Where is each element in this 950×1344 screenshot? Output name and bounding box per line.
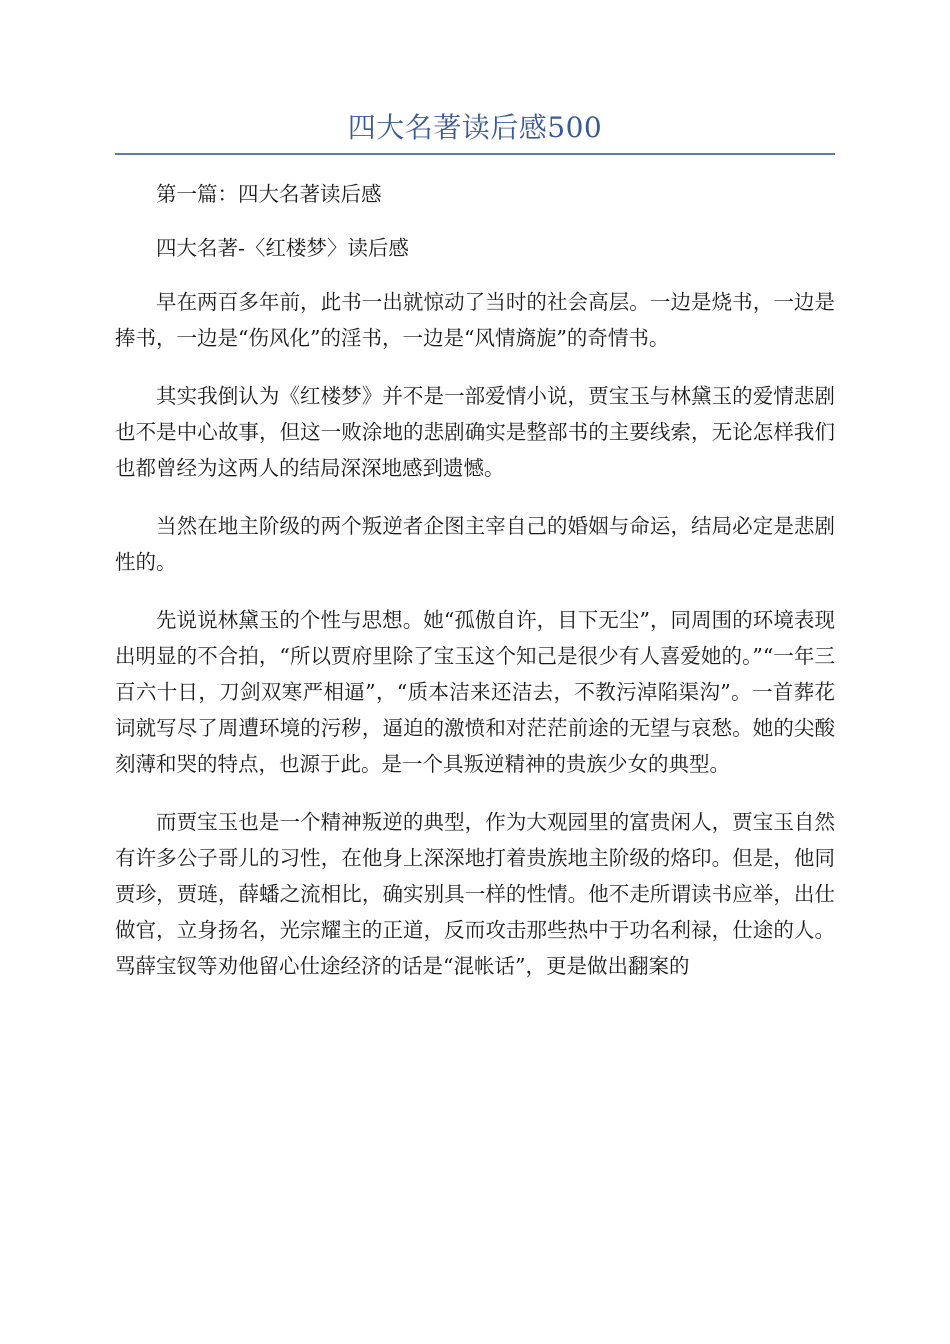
document-title: 四大名著读后感500: [347, 111, 603, 144]
title-underline-divider: [115, 153, 835, 155]
section-heading: 第一篇：四大名著读后感: [156, 182, 382, 206]
body-paragraph: 而贾宝玉也是一个精神叛逆的典型，作为大观园里的富贵闲人，贾宝玉自然有许多公子哥儿的习性，在他身上深深地打着贵族地主阶级的烙印。但是，他同贾珍，贾琏，薛蟠之流相比，确实别具一样的性情。他不走所谓读书应举，出仕做官，立身扬名，光宗耀主的正道，反而攻击那些热中于功名利禄，仕途的人。骂薛宝钗等劝他留心仕途经济的话是“混帐话”，更是做出翻案的: [115, 810, 835, 978]
document-body: [115, 176, 835, 1006]
body-paragraph: 早在两百多年前，此书一出就惊动了当时的社会高层。一边是烧书，一边是捧书，一边是“伤风化”的淫书，一边是“风情旖旎”的奇情书。: [115, 290, 835, 350]
body-paragraph: 其实我倒认为《红楼梦》并不是一部爱情小说，贾宝玉与林黛玉的爱情悲剧也不是中心故事，但这一败涂地的悲剧确实是整部书的主要线索，无论怎样我们也都曾经为这两人的结局深深地感到遗憾。: [115, 384, 835, 480]
body-paragraph: 先说说林黛玉的个性与思想。她“孤傲自许，目下无尘”，同周围的环境表现出明显的不合拍，“所以贾府里除了宝玉这个知己是很少有人喜爱她的。”“一年三百六十日，刀剑双寒严相逼”，“质本洁来还洁去，不教污淖陷渠沟”。一首葬花词就写尽了周遭环境的污秽，逼迫的激愤和对茫茫前途的无望与哀愁。她的尖酸刻薄和哭的特点，也源于此。是一个具叛逆精神的贵族少女的典型。: [115, 608, 835, 776]
body-paragraph: 当然在地主阶级的两个叛逆者企图主宰自己的婚姻与命运，结局必定是悲剧性的。: [115, 514, 835, 574]
sub-heading: 四大名著-〈红楼梦〉读后感: [156, 236, 409, 260]
